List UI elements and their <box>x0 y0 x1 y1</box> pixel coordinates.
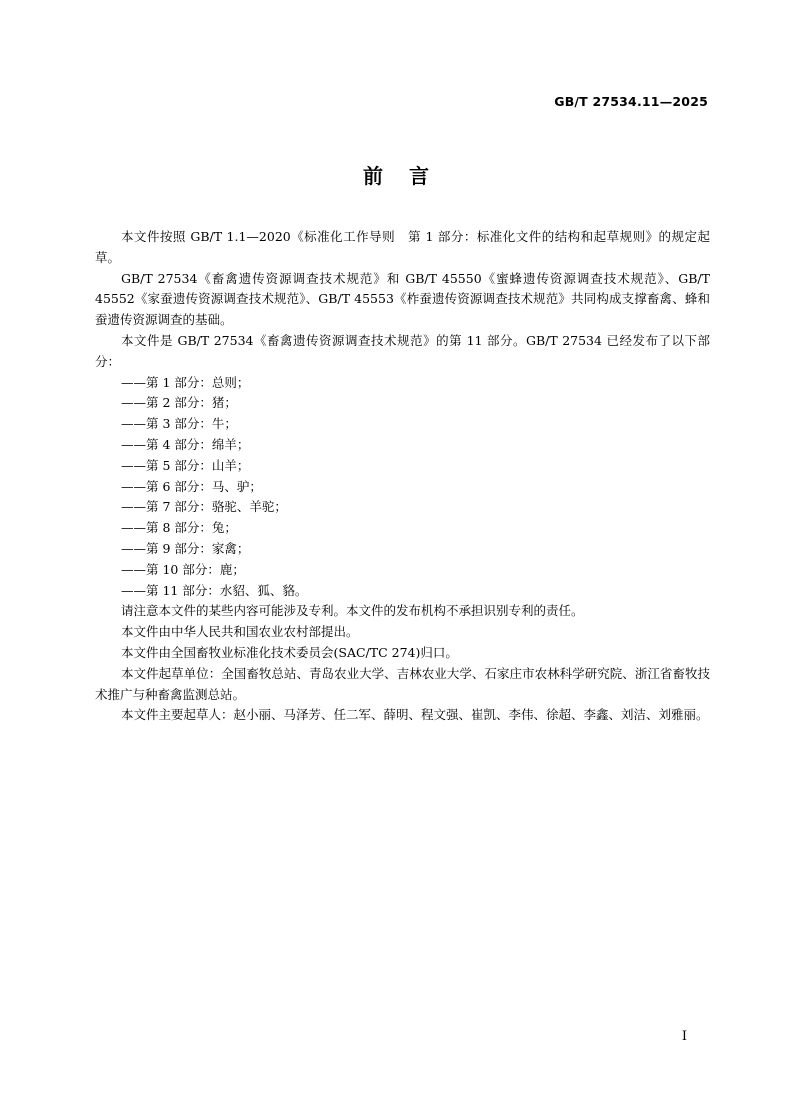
list-item: ——第 9 部分：家禽； <box>121 540 250 556</box>
paragraph-patent-notice: 请注意本文件的某些内容可能涉及专利。本文件的发布机构不承担识别专利的责任。 <box>121 603 584 619</box>
list-item: ——第 11 部分：水貂、狐、貉。 <box>121 582 308 598</box>
paragraph-drafting-rules: 本文件按照 GB/T 1.1—2020《标准化工作导则 第 1 部分：标准化文件的结构和起草规则》的规定起草。 <box>95 229 710 265</box>
list-item: ——第 5 部分：山羊； <box>121 457 250 473</box>
list-item: ——第 7 部分：骆驼、羊驼； <box>121 499 287 515</box>
list-item: ——第 1 部分：总则； <box>121 374 250 390</box>
parts-list <box>95 373 710 602</box>
list-item: ——第 8 部分：兔； <box>121 520 237 536</box>
list-item: ——第 6 部分：马、驴； <box>121 478 262 494</box>
paragraph-drafters: 本文件主要起草人：赵小丽、马泽芳、任二军、薛明、程文强、崔凯、李伟、徐超、李鑫、刘洁、刘雅丽。 <box>121 707 709 723</box>
foreword-body <box>95 227 710 726</box>
paragraph-related-standards: GB/T 27534《畜禽遗传资源调查技术规范》和 GB/T 45550《蜜蜂遗传资源调查技术规范》、GB/T 45552《家蚕遗传资源调查技术规范》、GB/T 45553《柞蚕遗传资源调查技术规范》共同构成支撑畜禽、蜂和蚕遗传资源调查的基础。 <box>95 270 710 328</box>
paragraph-drafting-units: 本文件起草单位：全国畜牧总站、青岛农业大学、吉林农业大学、石家庄市农林科学研究院、浙江省畜牧技术推广与种畜禽监测总站。 <box>95 665 710 702</box>
list-item: ——第 10 部分：鹿； <box>121 561 245 577</box>
paragraph-proposer: 本文件由中华人民共和国农业农村部提出。 <box>121 624 359 640</box>
list-item: ——第 3 部分：牛； <box>121 416 237 432</box>
paragraph-technical-committee: 本文件由全国畜牧业标准化技术委员会(SAC/TC 274)归口。 <box>121 644 458 660</box>
paragraph-part-intro: 本文件是 GB/T 27534《畜禽遗传资源调查技术规范》的第 11 部分。GB/T 27534 已经发布了以下部分： <box>95 332 710 369</box>
list-item: ——第 2 部分：猪； <box>121 395 237 411</box>
page-number: Ⅰ <box>681 1029 687 1044</box>
standard-number: GB/T 27534.11—2025 <box>554 94 708 109</box>
page-title: 前言 <box>363 164 455 188</box>
list-item: ——第 4 部分：绵羊； <box>121 436 250 452</box>
